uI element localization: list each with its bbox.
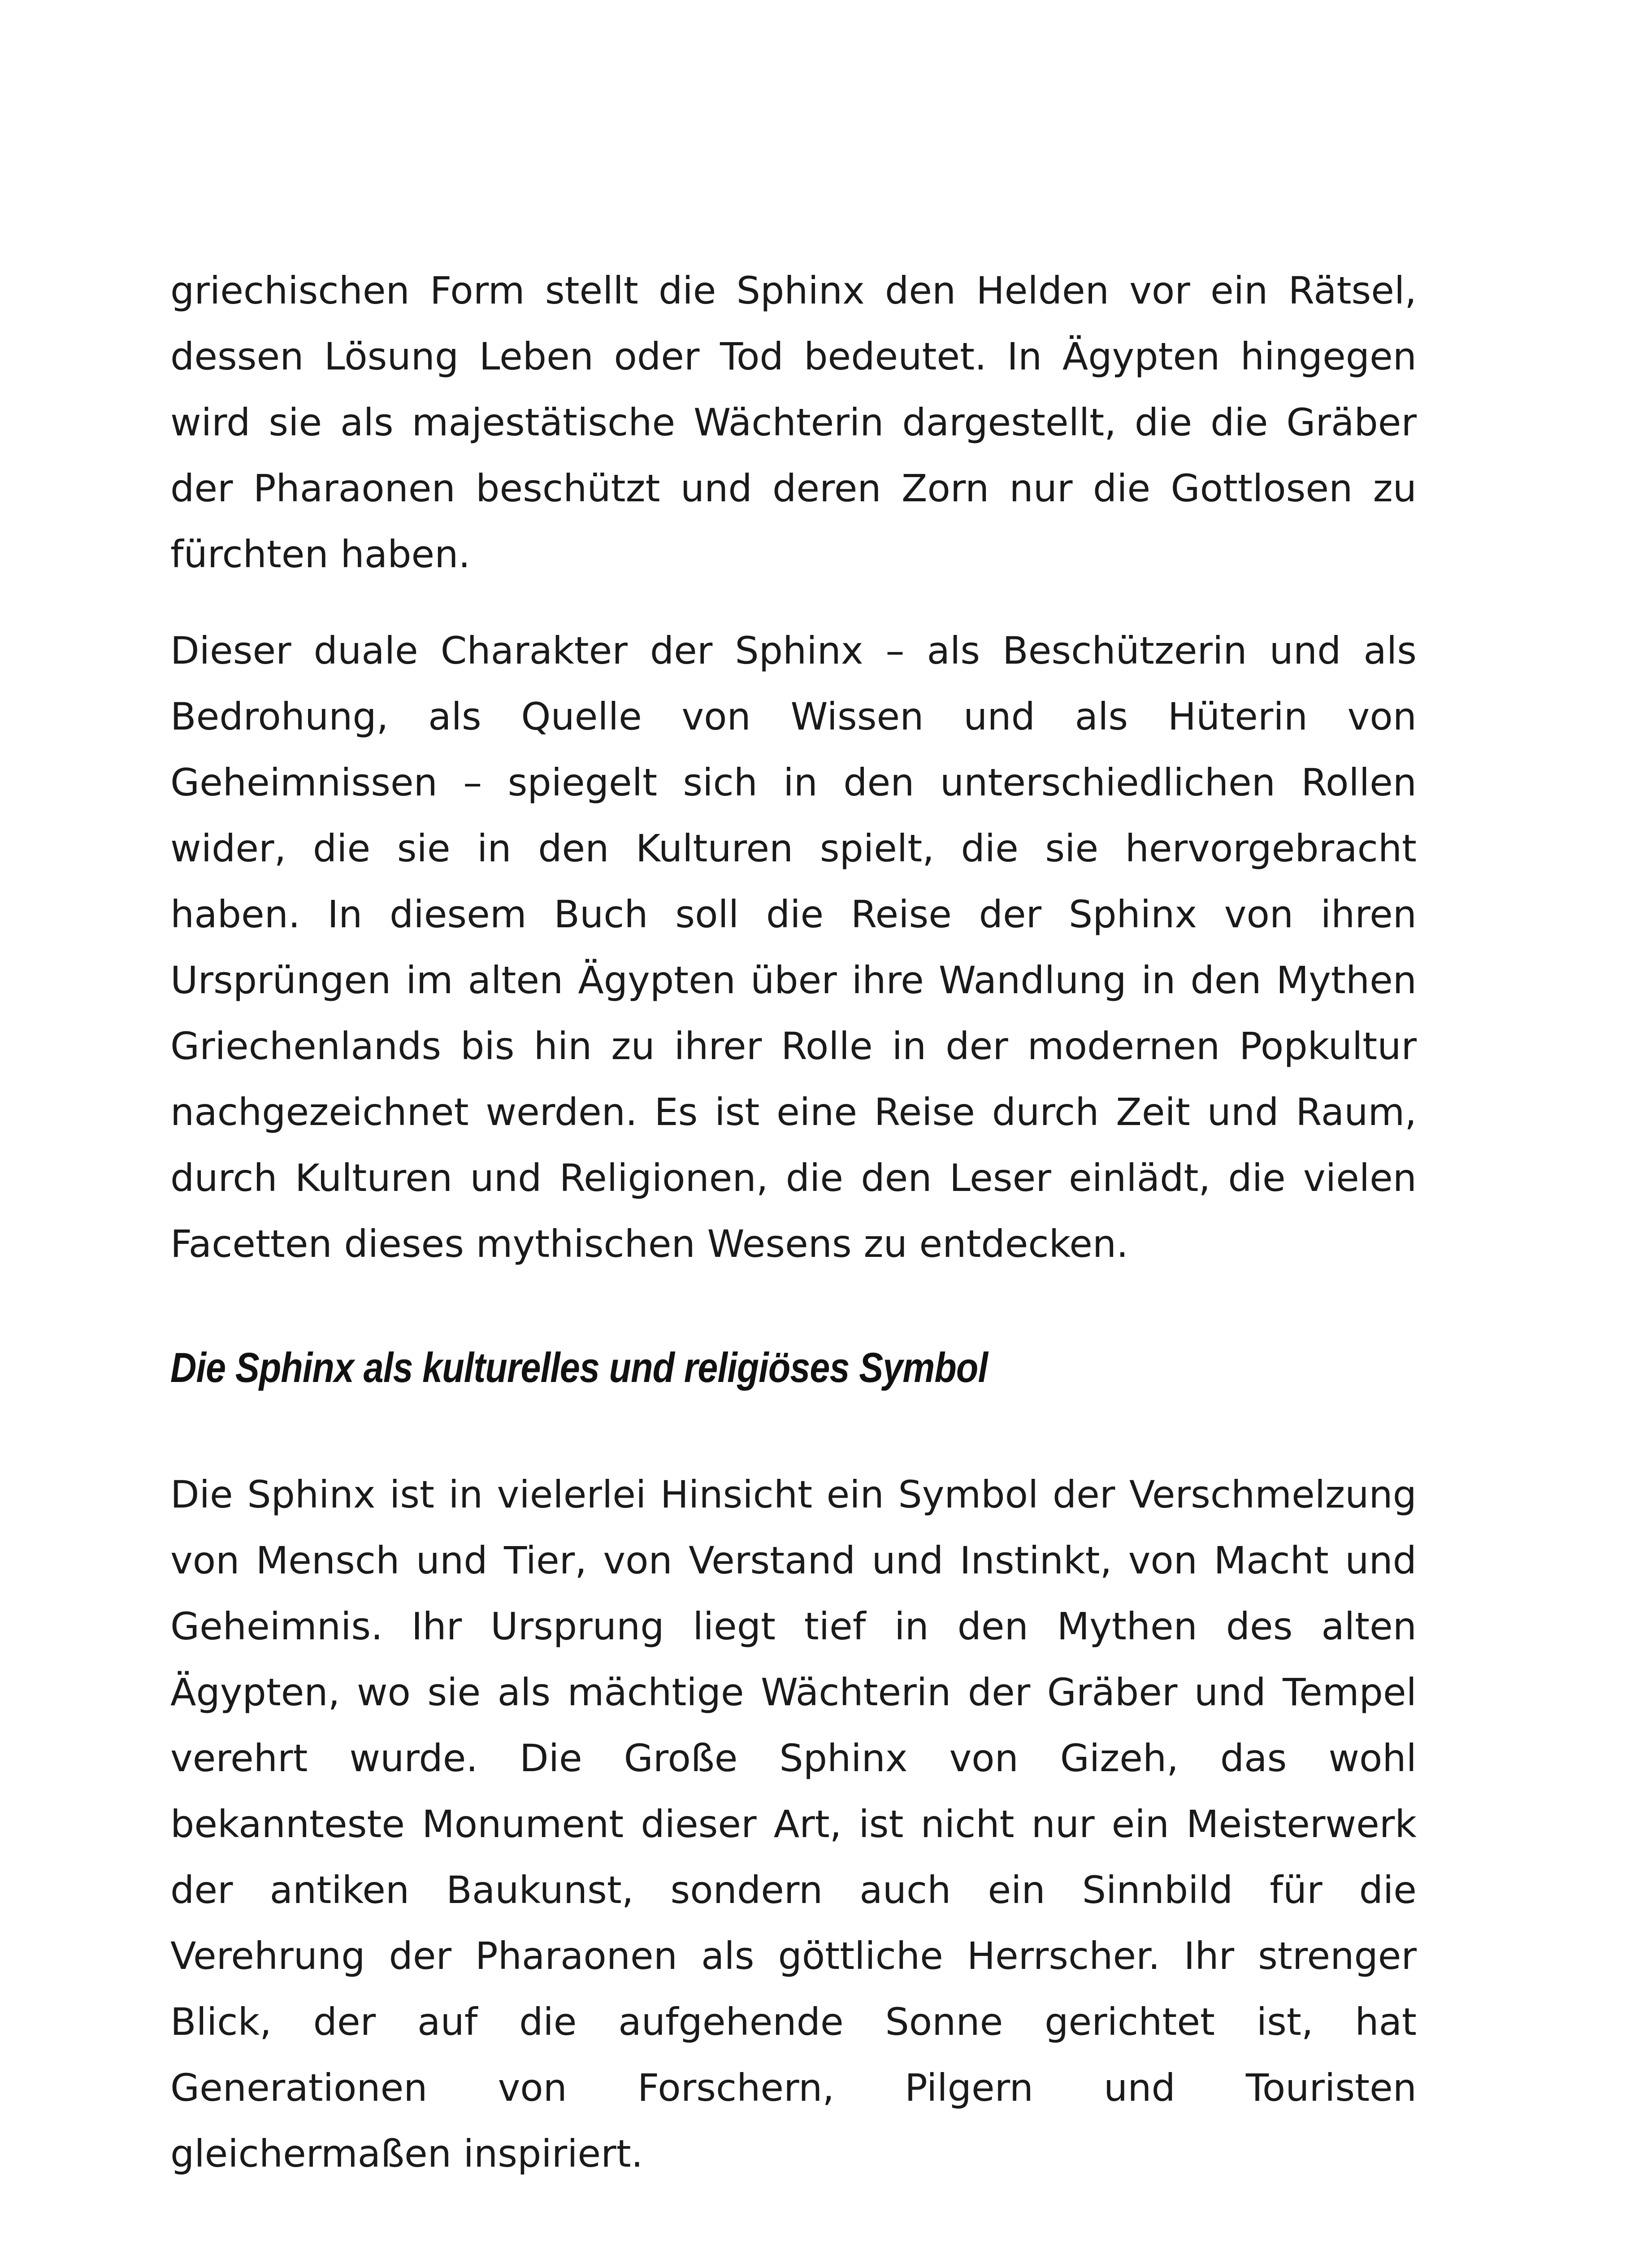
paragraph-dual-character: Dieser duale Charakter der Sphinx – als Beschützerin und als Bedrohung, als Quelle von Wissen und als Hüterin von Geheimnissen – spiegelt sich in den unterschiedlichen Rollen wider, die sie in den Kulturen spielt, die sie hervorgebracht haben. In diesem Buch soll die Reise der Sphinx von ihren Ursprüngen im alten Ägypten über ihre Wandlung in den Mythen Griechenlands bis hin zu ihrer Rolle in der modernen Popkultur nachgezeichnet werden. Es ist eine Reise durch Zeit und Raum, durch Kulturen und Religionen, die den Leser einlädt, die vielen Facetten dieses mythischen Wesens zu entdecken.: [170, 629, 1417, 1266]
paragraph-intro-continuation: griechischen Form stellt die Sphinx den Helden vor ein Rätsel, dessen Lösung Leben oder Tod bedeutet. In Ägypten hingegen wird sie als majestätische Wächterin dargestellt, die die Gräber der Pharaonen beschützt und deren Zorn nur die Gottlosen zu fürchten haben.: [170, 269, 1417, 576]
paragraph-symbol: Die Sphinx ist in vielerlei Hinsicht ein Symbol der Verschmelzung von Mensch und Tier, von Verstand und Instinkt, von Macht und Geheimnis. Ihr Ursprung liegt tief in den Mythen des alten Ägypten, wo sie als mächtige Wächterin der Gräber und Tempel verehrt wurde. Die Große Sphinx von Gizeh, das wohl bekannteste Monument dieser Art, ist nicht nur ein Meisterwerk der antiken Baukunst, sondern auch ein Sinnbild für die Verehrung der Pharaonen als göttliche Herrscher. Ihr strenger Blick, der auf die aufgehende Sonne gerichtet ist, hat Generationen von Forschern, Pilgern und Touristen gleichermaßen inspiriert.: [170, 1473, 1417, 2176]
section-heading: Die Sphinx als kulturelles und religiöses Symbol: [170, 1344, 988, 1391]
